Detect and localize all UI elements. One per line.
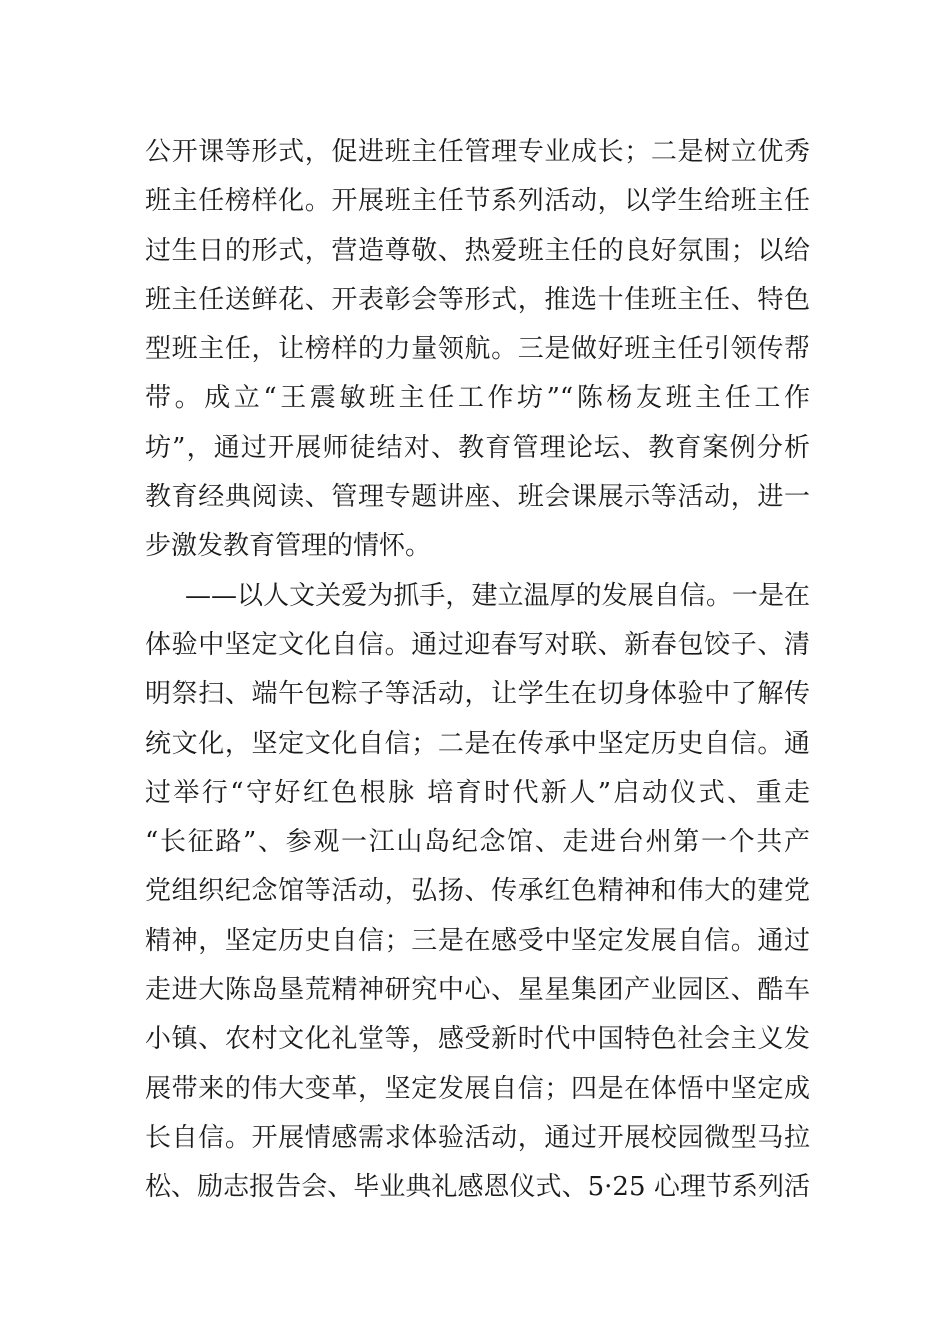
text-line: 小镇、农村文化礼堂等，感受新时代中国特色社会主义发 (145, 1024, 810, 1055)
text-line: 坊”，通过开展师徒结对、教育管理论坛、教育案例分析 (145, 432, 810, 463)
text-line: 党组织纪念馆等活动，弘扬、传承红色精神和伟大的建党 (145, 876, 810, 907)
text-line: 教育经典阅读、管理专题讲座、班会课展示等活动，进一 (145, 482, 810, 513)
text-line: “长征路”、参观一江山岛纪念馆、走进台州第一个共产 (145, 827, 810, 858)
text-line: 班主任送鲜花、开表彰会等形式，推选十佳班主任、特色 (145, 284, 810, 315)
text-line: 型班主任，让榜样的力量领航。三是做好班主任引领传帮 (145, 334, 810, 365)
body-text (145, 128, 810, 1213)
text-line: 长自信。开展情感需求体验活动，通过开展校园微型马拉 (145, 1122, 810, 1153)
text-line: 过举行“守好红色根脉 培育时代新人”启动仪式、重走 (145, 777, 810, 808)
text-line: 公开课等形式，促进班主任管理专业成长；二是树立优秀 (145, 137, 810, 167)
text-line: 班主任榜样化。开展班主任节系列活动，以学生给班主任 (145, 186, 810, 217)
text-line: 松、励志报告会、毕业典礼感恩仪式、5·25 心理节系列活 (145, 1172, 810, 1203)
text-line: 带。成立“王震敏班主任工作坊”“陈杨友班主任工作 (145, 383, 810, 414)
text-line: ——以人文关爱为抓手，建立温厚的发展自信。一是在 (185, 580, 810, 611)
text-line: 走进大陈岛垦荒精神研究中心、星星集团产业园区、酷车 (145, 975, 810, 1006)
text-line: 展带来的伟大变革，坚定发展自信；四是在体悟中坚定成 (145, 1073, 810, 1104)
text-line: 步激发教育管理的情怀。 (145, 531, 432, 562)
text-line: 精神，坚定历史自信；三是在感受中坚定发展自信。通过 (145, 925, 810, 956)
text-line: 过生日的形式，营造尊敬、热爱班主任的良好氛围；以给 (145, 235, 810, 266)
text-line: 统文化，坚定文化自信；二是在传承中坚定历史自信。通 (145, 728, 810, 759)
text-line: 体验中坚定文化自信。通过迎春写对联、新春包饺子、清 (145, 629, 810, 660)
text-line: 明祭扫、端午包粽子等活动，让学生在切身体验中了解传 (145, 679, 810, 710)
